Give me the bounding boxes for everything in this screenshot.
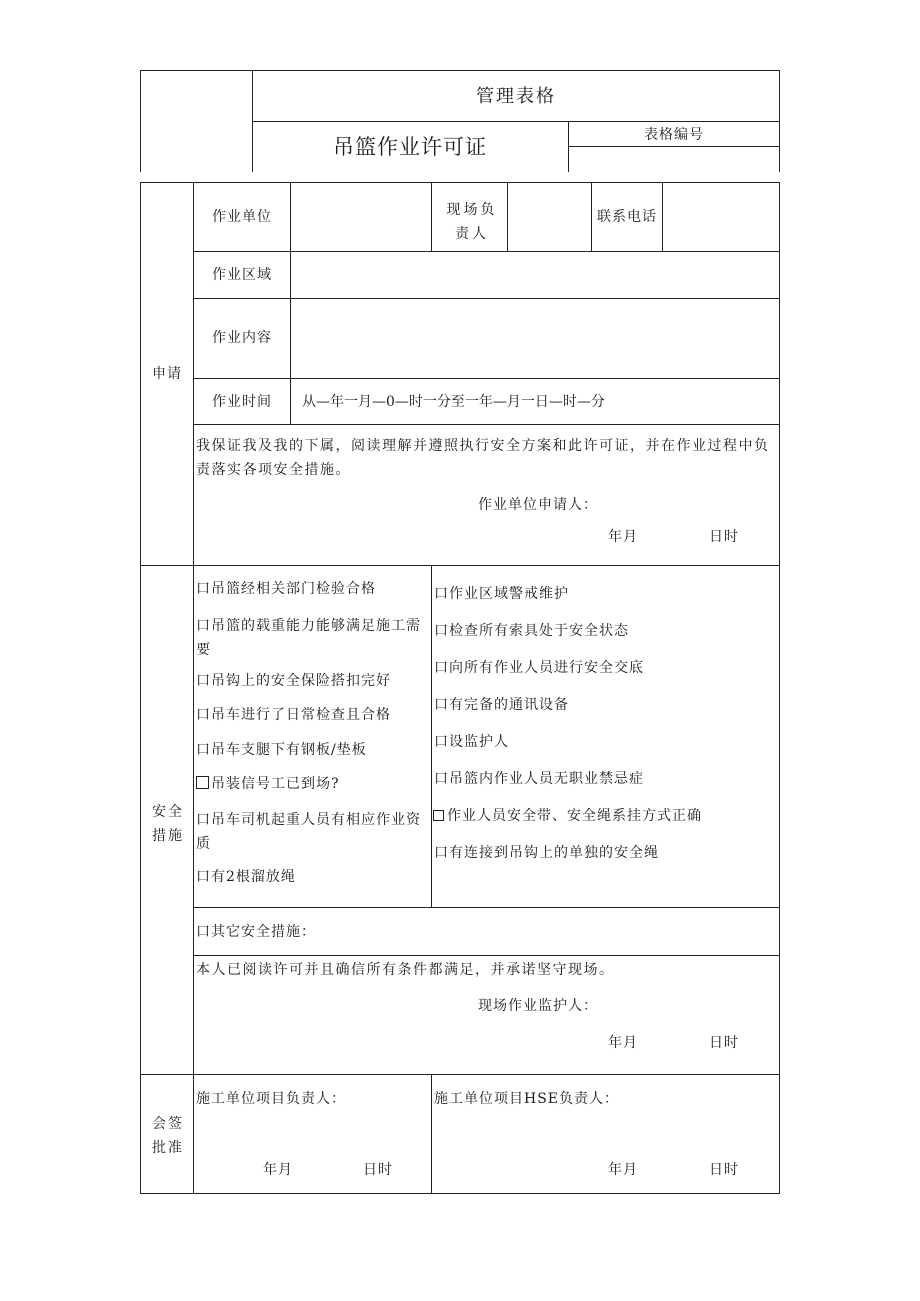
application-section-label: 申请 [152,366,182,382]
page-title: 吊篮作业许可证 [333,135,487,159]
checklist-item[interactable]: 口吊车支腿下有钢板/垫板 [196,742,367,758]
applicant-date-dh: 日时 [709,529,739,545]
checklist-item[interactable]: 口吊车司机起重人员有相应作业资质 [196,812,421,852]
safety-section-label: 安全措施 [152,804,184,844]
checklist-item[interactable]: 口检查所有索具处于安全状态 [434,623,629,639]
checklist-item[interactable]: 口吊钩上的安全保险搭扣完好 [196,673,391,689]
phone-field[interactable] [666,208,776,226]
pledge-text: 我保证我及我的下属，阅读理解并遵照执行安全方案和此许可证，并在作业过程中负责落实各项安全措施。 [196,438,770,478]
site-lead-field[interactable] [511,208,587,226]
checklist-item[interactable]: 口向所有作业人员进行安全交底 [434,660,644,676]
work-unit-field[interactable] [294,208,426,226]
checklist-item[interactable]: 口有2根溜放绳 [196,869,296,885]
checklist-item[interactable]: 口吊篮经相关部门检验合格 [196,581,376,597]
form-number-value[interactable] [572,151,776,169]
checklist-item[interactable]: 口作业区域警戒维护 [434,586,569,602]
phone-label: 联系电话 [597,209,657,225]
work-content-field[interactable] [294,329,776,347]
other-measures-item[interactable]: 口其它安全措施： [196,924,316,940]
form-number-label: 表格编号 [644,127,704,143]
guardian-date-ym: 年月 [608,1035,638,1051]
checklist-item[interactable]: 口吊车进行了日常检查且合格 [196,707,391,723]
site-lead-label: 现场负责人 [446,202,498,242]
checklist-item-label: 作业人员安全带、安全绳系挂方式正确 [447,808,702,824]
project-lead-date-ym: 年月 [263,1162,293,1178]
checklist-item[interactable]: 口有完备的通讯设备 [434,697,569,713]
guardian-statement: 本人已阅读许可并且确信所有条件都满足，并承诺坚守现场。 [196,962,615,978]
work-area-label: 作业区域 [212,267,272,283]
checklist-item-label: 吊装信号工已到场? [211,776,340,792]
hse-lead-date-dh: 日时 [709,1162,739,1178]
applicant-date-ym: 年月 [608,529,638,545]
work-unit-label: 作业单位 [212,209,272,225]
checklist-item[interactable] [196,775,340,793]
checklist-item[interactable]: 口吊篮的载重能力能够满足施工需要 [196,618,421,658]
project-lead-date-dh: 日时 [363,1162,393,1178]
checkbox-icon[interactable] [433,810,444,821]
hse-lead-date-ym: 年月 [608,1162,638,1178]
work-time-label: 作业时间 [212,394,272,410]
form-category: 管理表格 [476,86,556,107]
approval-section-label: 会签批准 [152,1116,184,1156]
work-area-field[interactable] [294,266,776,284]
hse-lead-signature-label[interactable]: 施工单位项目HSE负责人： [434,1091,620,1107]
checklist-item[interactable]: 口设监护人 [434,734,509,750]
work-content-label: 作业内容 [212,330,272,346]
guardian-date-dh: 日时 [709,1035,739,1051]
project-lead-signature-label[interactable]: 施工单位项目负责人： [196,1091,346,1107]
checklist-item[interactable]: 口有连接到吊钩上的单独的安全绳 [434,845,659,861]
checklist-item[interactable] [433,807,702,825]
checkbox-icon[interactable] [196,776,209,789]
checklist-item[interactable]: 口吊篮内作业人员无职业禁忌症 [434,771,644,787]
work-time-field[interactable]: 从—年一月—0—时一分至一年—月一日—时—分 [302,394,605,410]
guardian-signature-label[interactable]: 现场作业监护人： [478,998,598,1014]
applicant-signature-label[interactable]: 作业单位申请人： [478,497,598,513]
